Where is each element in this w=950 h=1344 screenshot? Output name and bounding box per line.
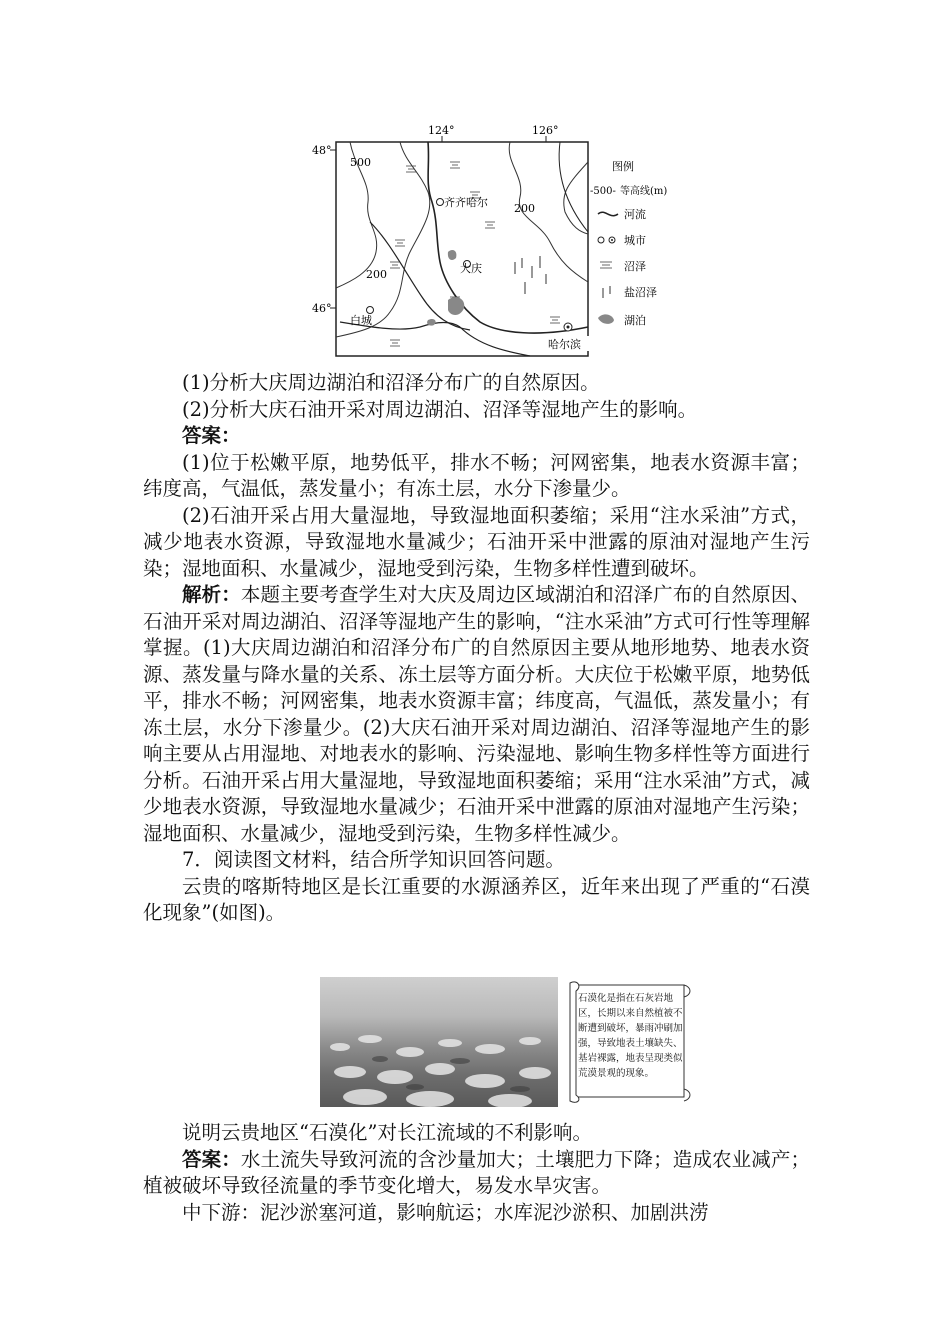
- city-icon: [598, 237, 604, 243]
- question-7-material: 云贵的喀斯特地区是长江重要的水源涵养区，近年来出现了严重的“石漠化现象”(如图)。: [143, 874, 810, 924]
- answer-1: (1)位于松嫩平原，地势低平，排水不畅；河网密集，地表水资源丰富；纬度高，气温低，蒸发量小；有冻土层，水分下渗量少。: [143, 450, 810, 500]
- question-7-title: 7．阅读图文材料，结合所学知识回答问题。: [182, 848, 565, 871]
- karst-photo: [320, 977, 558, 1107]
- legend-contour-symbol: -500-: [590, 186, 616, 197]
- city-qiqihar: 齐齐哈尔: [444, 196, 488, 209]
- contour-label-200-west: 200: [366, 268, 387, 281]
- q7-answer-text: 水土流失导致河流的含沙量加大；土壤肥力下降；造成农业减产；植被破坏导致径流量的季节变化增大，易发水旱灾害。: [143, 1147, 810, 1197]
- legend-city-label: 城市: [624, 234, 646, 247]
- answer-label: 答案：: [182, 424, 241, 447]
- legend-contour-label: 等高线(m): [620, 186, 668, 197]
- city-baicheng: 白城: [350, 314, 372, 327]
- contour-label-500: 500: [350, 156, 371, 169]
- question-2: (2)分析大庆石油开采对周边湖泊、沼泽等湿地产生的影响。: [182, 397, 698, 421]
- legend-title: 图例: [612, 160, 634, 173]
- q7-answer-label: 答案：: [182, 1147, 241, 1171]
- scroll-note-text: 石漠化是指在石灰岩地区，长期以来自然植被不断遭到破坏，暴雨冲刷加强，导致地表土壤缺失、基岩裸露，地表呈现类似荒漠景观的现象。: [578, 993, 683, 1079]
- question-7-answer: [143, 1147, 810, 1200]
- question-7-question: 说明云贵地区“石漠化”对长江流域的不利影响。: [182, 1121, 592, 1144]
- question-7-block: [143, 1120, 810, 1226]
- river-icon: [598, 212, 618, 215]
- lat-label-46: 46°: [312, 302, 332, 315]
- analysis-label: 解析：: [182, 583, 241, 606]
- legend-salt-swamp-label: 盐沼泽: [624, 286, 657, 299]
- daqing-region-map: [310, 122, 692, 362]
- city-harbin: 哈尔滨: [548, 338, 581, 351]
- lake-icon: [598, 314, 614, 324]
- analysis-paragraph: [143, 582, 810, 847]
- question-1: (1)分析大庆周边湖泊和沼泽分布广的自然原因。: [182, 371, 600, 394]
- rocky-desertification-figure: [320, 977, 698, 1107]
- answer-2: (2)石油开采占用大量湿地，导致湿地面积萎缩；采用“注水采油”方式，减少地表水资源，导致湿地水量减少；石油开采中泄露的原油对湿地产生污染；湿地面积、水量减少，湿地受到污染，生物多样性遭到破坏。: [143, 503, 810, 580]
- legend-contour: [590, 184, 667, 197]
- lon-label-126: 126°: [532, 124, 559, 137]
- city-daqing: 大庆: [460, 262, 482, 275]
- legend-river-label: 河流: [624, 208, 646, 221]
- lat-label-48: 48°: [312, 144, 332, 157]
- swamp-icon: [600, 262, 612, 268]
- legend-lake-label: 湖泊: [624, 314, 646, 327]
- salt-swamp-icon: [603, 286, 610, 298]
- contour-label-200-east: 200: [514, 202, 535, 215]
- question-block: [143, 370, 810, 927]
- lon-label-124: 124°: [428, 124, 455, 137]
- legend-swamp-label: 沼泽: [624, 260, 646, 273]
- question-7-answer-continued: 中下游：泥沙淤塞河道，影响航运；水库泥沙淤积、加剧洪涝: [182, 1200, 709, 1224]
- analysis-text: 本题主要考查学生对大庆及周边区域湖泊和沼泽广布的自然原因、石油开采对周边湖泊、沼泽等湿地产生的影响，“注水采油”方式可行性等理解掌握。(1)大庆周边湖泊和沼泽分布广的自然原因主要从地形地势、地表水资源、蒸发量与降水量的关系、冻土层等方面分析。大庆位于松嫩平原，地势低平，排水不畅；河网密集，地表水资源丰富；纬度高，气温低，蒸发量小；有冻土层，水分下渗量少。(2)大庆石油开采对周边湖泊、沼泽等湿地产生的影响主要从占用湿地、对地表水的影响、污染湿地、影响生物多样性等方面进行分析。石油开采占用大量湿地，导致湿地面积萎缩；采用“注水采油”方式，减少地表水资源，导致湿地水量减少；石油开采中泄露的原油对湿地产生污染；湿地面积、水量减少，湿地受到污染，生物多样性减少。: [143, 583, 810, 845]
